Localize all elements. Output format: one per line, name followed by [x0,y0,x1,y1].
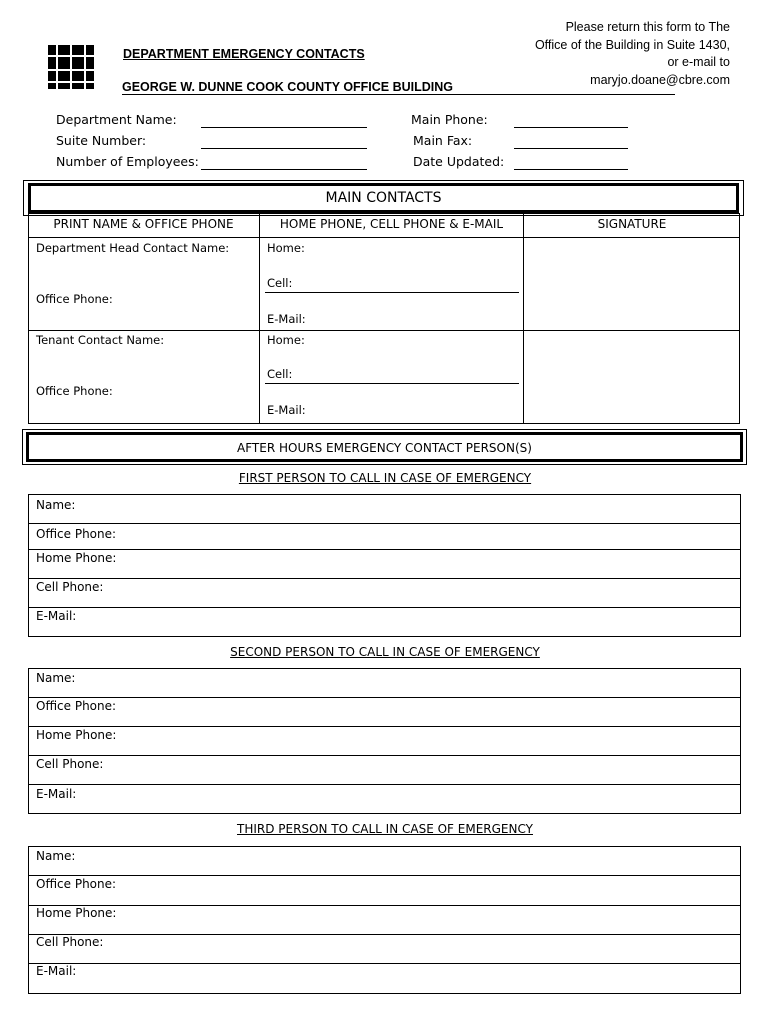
column-divider [259,213,260,424]
tenant-cell-line [265,383,519,384]
return-note-line: or e-mail to [667,55,730,69]
first-cell-phone-label: Cell Phone: [36,580,104,594]
first-home-phone-label: Home Phone: [36,551,117,565]
main-phone-label: Main Phone: [411,112,488,127]
building-name-underline [122,94,675,95]
after-hours-header [26,432,743,462]
dept-head-cell-line [265,292,519,293]
main-phone-field[interactable] [514,127,628,128]
column-header-divider [28,237,740,238]
dept-head-email-label: E-Mail: [267,312,306,326]
building-logo-icon [48,45,94,89]
department-name-field[interactable] [201,127,367,128]
column-header-name: PRINT NAME & OFFICE PHONE [53,217,234,231]
return-note [470,19,730,89]
dept-head-home-label: Home: [267,241,305,255]
dept-head-office-phone-label: Office Phone: [36,292,113,306]
row-divider [28,963,741,964]
second-name-label: Name: [36,671,76,685]
row-divider [28,330,740,331]
column-header-signature: SIGNATURE [597,217,667,231]
main-fax-label: Main Fax: [413,133,473,148]
tenant-cell-label: Cell: [267,367,293,381]
first-name-label: Name: [36,498,76,512]
row-divider [28,523,741,524]
dept-head-name-label: Department Head Contact Name: [36,241,230,255]
department-name-label: Department Name: [56,112,177,127]
row-divider [28,755,741,756]
first-email-label: E-Mail: [36,609,77,623]
row-divider [28,549,741,550]
third-office-phone-label: Office Phone: [36,877,117,891]
row-divider [28,784,741,785]
first-person-table [28,494,741,637]
dept-head-cell-label: Cell: [267,276,293,290]
third-home-phone-label: Home Phone: [36,906,117,920]
tenant-office-phone-label: Office Phone: [36,384,113,398]
second-person-table [28,668,741,814]
column-divider [523,213,524,424]
third-name-label: Name: [36,849,76,863]
return-note-line: Please return this form to The [565,20,730,34]
row-divider [28,726,741,727]
third-person-section-label: THIRD PERSON TO CALL IN CASE OF EMERGENCY [237,822,533,836]
form-title: DEPARTMENT EMERGENCY CONTACTS [123,47,365,61]
second-cell-phone-label: Cell Phone: [36,757,104,771]
after-hours-title: AFTER HOURS EMERGENCY CONTACT PERSON(S) [237,441,532,455]
third-cell-phone-label: Cell Phone: [36,935,104,949]
row-divider [28,607,741,608]
tenant-email-label: E-Mail: [267,403,306,417]
second-home-phone-label: Home Phone: [36,728,117,742]
main-contacts-header [28,183,739,213]
return-email: maryjo.doane@cbre.com [590,72,730,87]
building-name: GEORGE W. DUNNE COOK COUNTY OFFICE BUILDING [122,80,454,94]
tenant-home-label: Home: [267,333,305,347]
return-note-line: Office of the Building in Suite 1430, [534,37,730,52]
second-email-label: E-Mail: [36,787,77,801]
employees-field[interactable] [201,169,367,170]
row-divider [28,875,741,876]
tenant-contact-name-label: Tenant Contact Name: [36,333,165,347]
third-email-label: E-Mail: [36,964,77,978]
row-divider [28,905,741,906]
suite-number-label: Suite Number: [56,133,147,148]
date-updated-field[interactable] [514,169,628,170]
first-office-phone-label: Office Phone: [36,527,117,541]
employees-label: Number of Employees: [56,154,199,169]
second-office-phone-label: Office Phone: [36,699,117,713]
main-contacts-title: MAIN CONTACTS [325,190,442,206]
first-person-section-label: FIRST PERSON TO CALL IN CASE OF EMERGENCY [238,471,532,485]
row-divider [28,697,741,698]
suite-number-field[interactable] [201,148,367,149]
second-person-section-label: SECOND PERSON TO CALL IN CASE OF EMERGENCY [230,645,540,659]
third-person-table [28,846,741,994]
row-divider [28,934,741,935]
column-header-phones: HOME PHONE, CELL PHONE & E-MAIL [279,217,504,231]
date-updated-label: Date Updated: [413,154,505,169]
main-fax-field[interactable] [514,148,628,149]
row-divider [28,578,741,579]
